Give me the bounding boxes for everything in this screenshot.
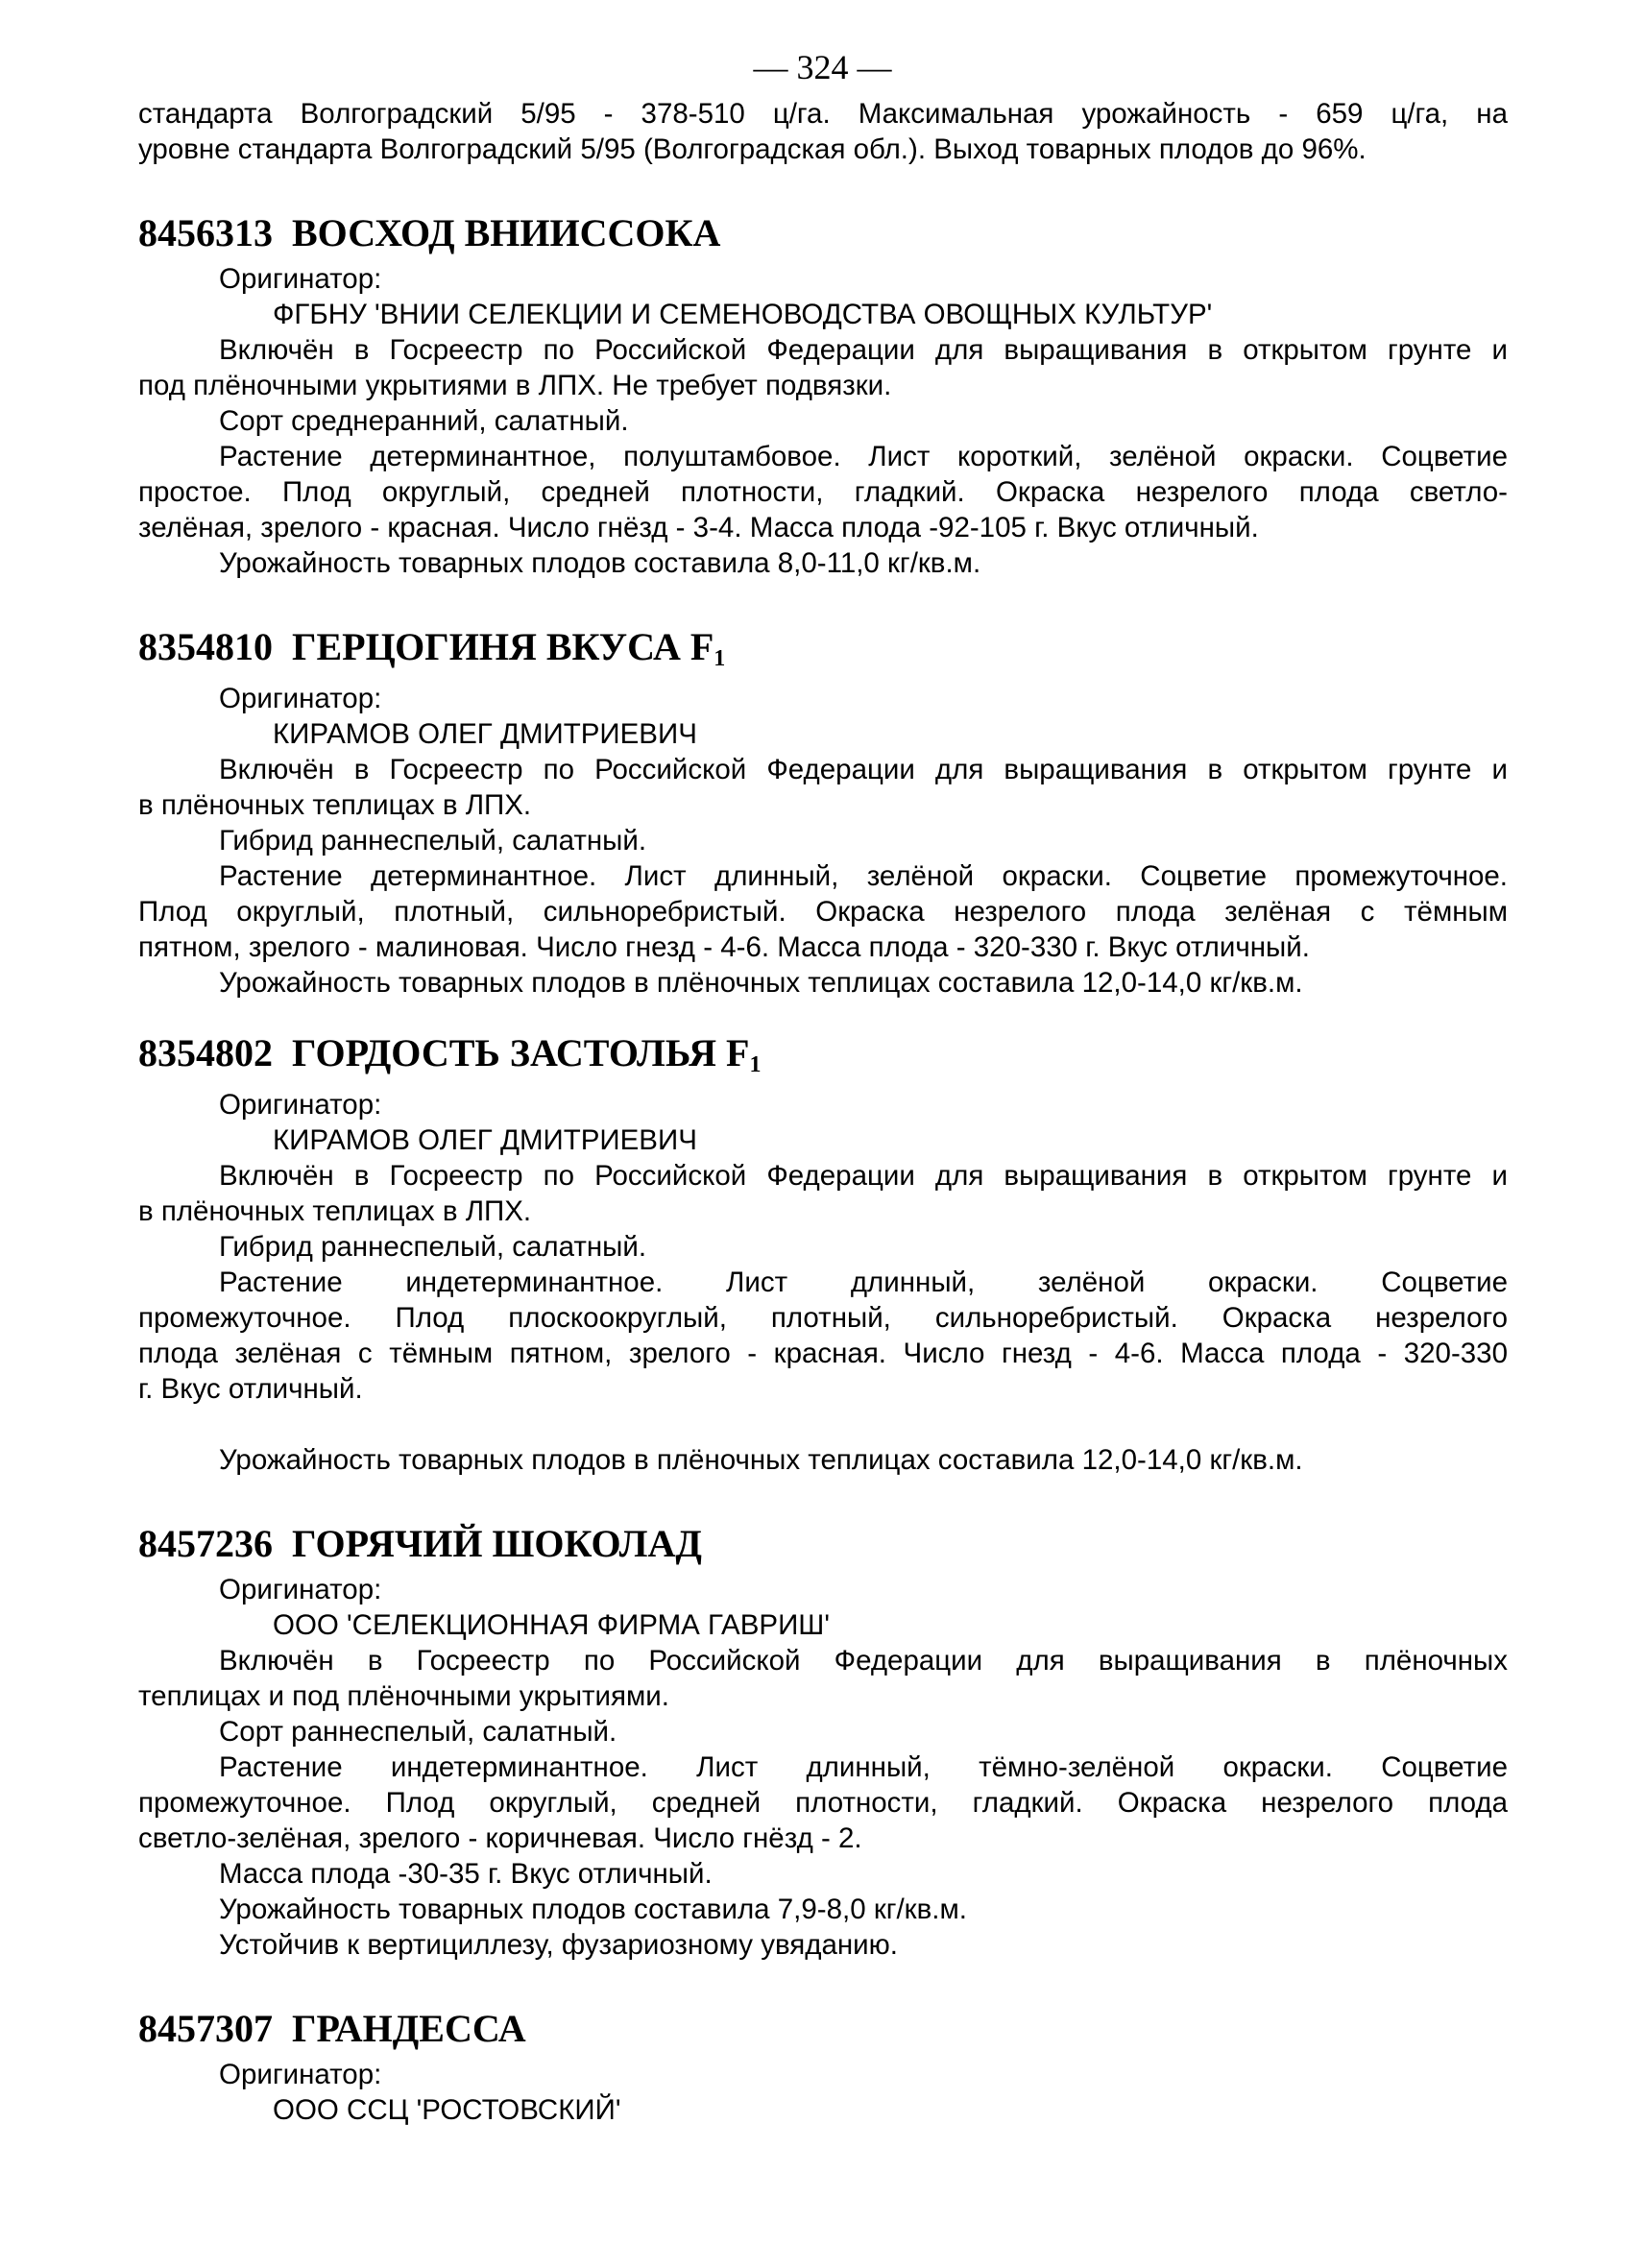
originator-name: ООО 'СЕЛЕКЦИОННАЯ ФИРМА ГАВРИШ': [273, 1609, 830, 1641]
variety-name: ГОРЯЧИЙ ШОКОЛАД: [292, 1522, 702, 1565]
variety-entry: [138, 209, 1508, 581]
description-line: плода зелёная с тёмным пятном, зрелого - красная. Число гнезд - 4-6. Масса плода - 320-330: [138, 1338, 1508, 1369]
variety-title: [138, 2005, 1508, 2053]
page-number: — 324 —: [753, 48, 892, 86]
description-line: Гибрид раннеспелый, салатный.: [219, 825, 647, 857]
description-line: Включён в Госреестр по Российской Федерации для выращивания в открытом грунте и: [219, 754, 1508, 785]
description-line: Урожайность товарных плодов составила 8,0-11,0 кг/кв.м.: [219, 547, 981, 579]
variety-code: 8457307: [138, 2007, 273, 2050]
variety-code: 8457236: [138, 1522, 273, 1565]
variety-code: 8456313: [138, 211, 273, 254]
originator-label: Оригинатор:: [219, 1574, 382, 1605]
intro-line: стандарта Волгоградский 5/95 - 378-510 ц/га. Максимальная урожайность - 659 ц/га, на: [138, 98, 1508, 130]
description-line: промежуточное. Плод плоскоокруглый, плотный, сильноребристый. Окраска незрелого: [138, 1302, 1508, 1334]
description-line: Масса плода -30-35 г. Вкус отличный.: [219, 1858, 713, 1890]
description-line: пятном, зрелого - малиновая. Число гнезд - 4-6. Масса плода - 320-330 г. Вкус отличный.: [138, 931, 1310, 963]
variety-name: ГРАНДЕССА: [292, 2007, 526, 2050]
originator-name: ФГБНУ 'ВНИИ СЕЛЕКЦИИ И СЕМЕНОВОДСТВА ОВОЩНЫХ КУЛЬТУР': [273, 299, 1213, 330]
description-line: Растение детерминантное. Лист длинный, зелёной окраски. Соцветие промежуточное.: [219, 860, 1508, 892]
variety-entry: [138, 1029, 1508, 1478]
description-line: Растение индетерминантное. Лист длинный, тёмно-зелёной окраски. Соцветие: [219, 1751, 1508, 1783]
variety-title: [138, 209, 1508, 257]
variety-name: ВОСХОД ВНИИССОКА: [292, 211, 721, 254]
description-line: Сорт раннеспелый, салатный.: [219, 1716, 617, 1748]
description-line: зелёная, зрелого - красная. Число гнёзд - 3-4. Масса плода -92-105 г. Вкус отличный.: [138, 512, 1259, 543]
description-line: теплицах и под плёночными укрытиями.: [138, 1680, 669, 1712]
variety-code: 8354802: [138, 1031, 273, 1074]
description-line: Урожайность товарных плодов составила 7,9-8,0 кг/кв.м.: [219, 1894, 967, 1925]
variety-name: ГЕРЦОГИНЯ ВКУСА F: [292, 625, 714, 668]
variety-name: ГОРДОСТЬ ЗАСТОЛЬЯ F: [292, 1031, 750, 1074]
description-line: в плёночных теплицах в ЛПХ.: [138, 789, 532, 821]
description-line: светло-зелёная, зрелого - коричневая. Число гнёзд - 2.: [138, 1822, 862, 1854]
description-line: Включён в Госреестр по Российской Федерации для выращивания в открытом грунте и: [219, 1160, 1508, 1192]
description-line: Сорт среднеранний, салатный.: [219, 405, 629, 437]
description-line: в плёночных теплицах в ЛПХ.: [138, 1195, 532, 1227]
originator-label: Оригинатор:: [219, 683, 382, 714]
variety-entry: [138, 2005, 1508, 2128]
description-line: под плёночными укрытиями в ЛПХ. Не требует подвязки.: [138, 370, 892, 401]
variety-name-subscript: 1: [749, 1052, 762, 1077]
description-line: Включён в Госреестр по Российской Федерации для выращивания в плёночных: [219, 1645, 1508, 1677]
description-line: Урожайность товарных плодов в плёночных теплицах составила 12,0-14,0 кг/кв.м.: [219, 967, 1303, 999]
description-line: Включён в Госреестр по Российской Федерации для выращивания в открытом грунте и: [219, 334, 1508, 366]
originator-label: Оригинатор:: [219, 2059, 382, 2090]
description-line: Урожайность товарных плодов в плёночных теплицах составила 12,0-14,0 кг/кв.м.: [219, 1444, 1303, 1476]
originator-label: Оригинатор:: [219, 263, 382, 295]
page-content: [138, 96, 1508, 2128]
description-line: Устойчив к вертициллезу, фузариозному увяданию.: [219, 1929, 898, 1961]
description-line: Растение индетерминантное. Лист длинный, зелёной окраски. Соцветие: [219, 1267, 1508, 1298]
description-line: Плод округлый, плотный, сильноребристый. Окраска незрелого плода зелёная с тёмным: [138, 896, 1508, 928]
variety-entry: [138, 1520, 1508, 1963]
variety-code: 8354810: [138, 625, 273, 668]
description-line: Растение детерминантное, полуштамбовое. Лист короткий, зелёной окраски. Соцветие: [219, 441, 1508, 472]
originator-name: ООО ССЦ 'РОСТОВСКИЙ': [273, 2094, 621, 2126]
description-line: Гибрид раннеспелый, салатный.: [219, 1231, 647, 1263]
description-line: г. Вкус отличный.: [138, 1373, 363, 1405]
originator-name: КИРАМОВ ОЛЕГ ДМИТРИЕВИЧ: [273, 718, 697, 750]
originator-name: КИРАМОВ ОЛЕГ ДМИТРИЕВИЧ: [273, 1124, 697, 1156]
variety-title: [138, 1520, 1508, 1568]
originator-label: Оригинатор:: [219, 1089, 382, 1121]
variety-title: [138, 1029, 1508, 1083]
variety-entry: [138, 623, 1508, 1001]
intro-line: уровне стандарта Волгоградский 5/95 (Волгоградская обл.). Выход товарных плодов до 96%.: [138, 133, 1367, 165]
description-line: промежуточное. Плод округлый, средней плотности, гладкий. Окраска незрелого плода: [138, 1787, 1508, 1819]
description-line: простое. Плод округлый, средней плотности, гладкий. Окраска незрелого плода светло-: [138, 476, 1508, 508]
variety-title: [138, 623, 1508, 677]
variety-name-subscript: 1: [714, 646, 726, 671]
